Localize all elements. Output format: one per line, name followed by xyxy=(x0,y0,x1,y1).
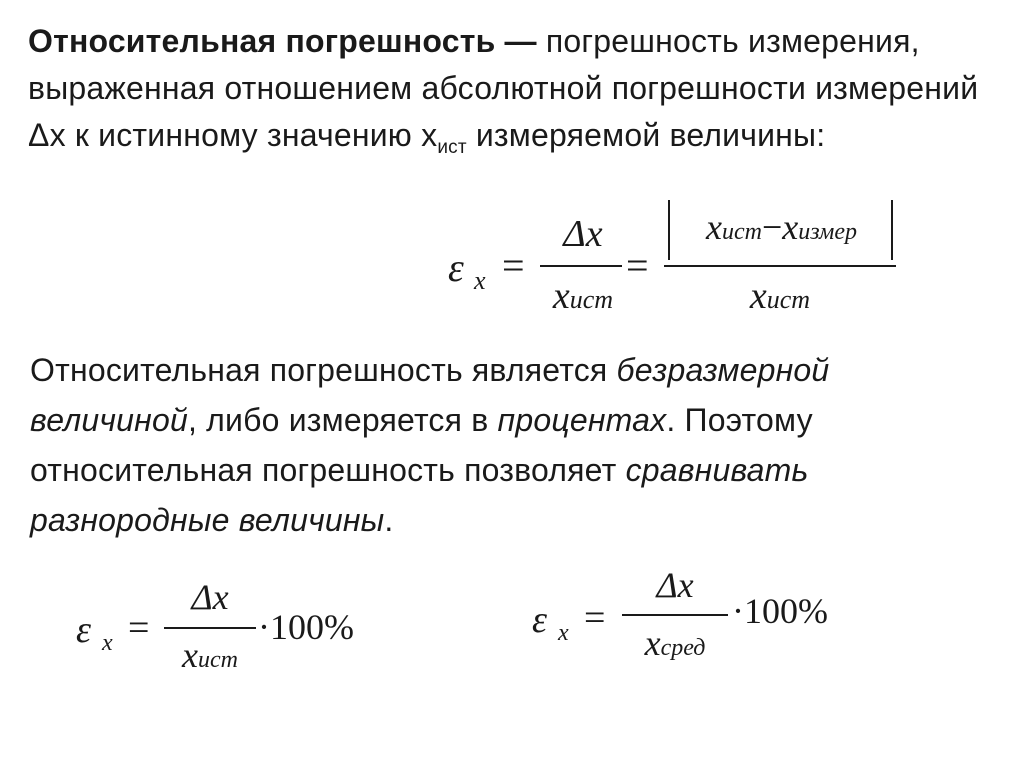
subscript-ist: ист xyxy=(437,137,467,158)
fraction-denominator: xист xyxy=(552,275,614,317)
emphasis-dimensionless: безразмерной величиной xyxy=(30,352,830,438)
abs-bar-left xyxy=(668,200,670,260)
explanation-paragraph: Относительная погрешность является безразмерной величиной, либо измеряется в процентах. Поэтому относительная погрешность позволяет сравнивать разнородные величины. xyxy=(30,352,830,538)
formula-percent-sred: ε x = Δx xсред ·100% xyxy=(532,565,828,663)
emphasis-compare: сравнивать разнородные величины xyxy=(30,452,809,538)
formula-main: ε x = Δx xист = xист−xизмер xист xyxy=(440,192,910,332)
abs-numerator: xист−xизмер xyxy=(706,207,857,247)
term-relative-error: Относительная погрешность xyxy=(28,23,496,59)
epsilon: ε xyxy=(448,245,464,290)
fraction-denominator-2: xист xyxy=(749,275,811,317)
delta-x: Δх xyxy=(28,117,66,153)
fraction-numerator: Δx xyxy=(563,213,603,255)
abs-bar-right xyxy=(891,200,893,260)
fraction-bar-2 xyxy=(664,265,896,267)
fraction-bar xyxy=(540,265,622,267)
formula-percent-ist: ε x = Δx xист ·100% xyxy=(76,577,354,675)
emphasis-percent: процентах xyxy=(497,402,667,438)
definition-paragraph: Относительная погрешность — погрешность измерения, выраженная отношением абсолютной погрешности измерений Δх к истинному значению $х_{ист}$ измеряемой величины: xyxy=(28,23,979,158)
